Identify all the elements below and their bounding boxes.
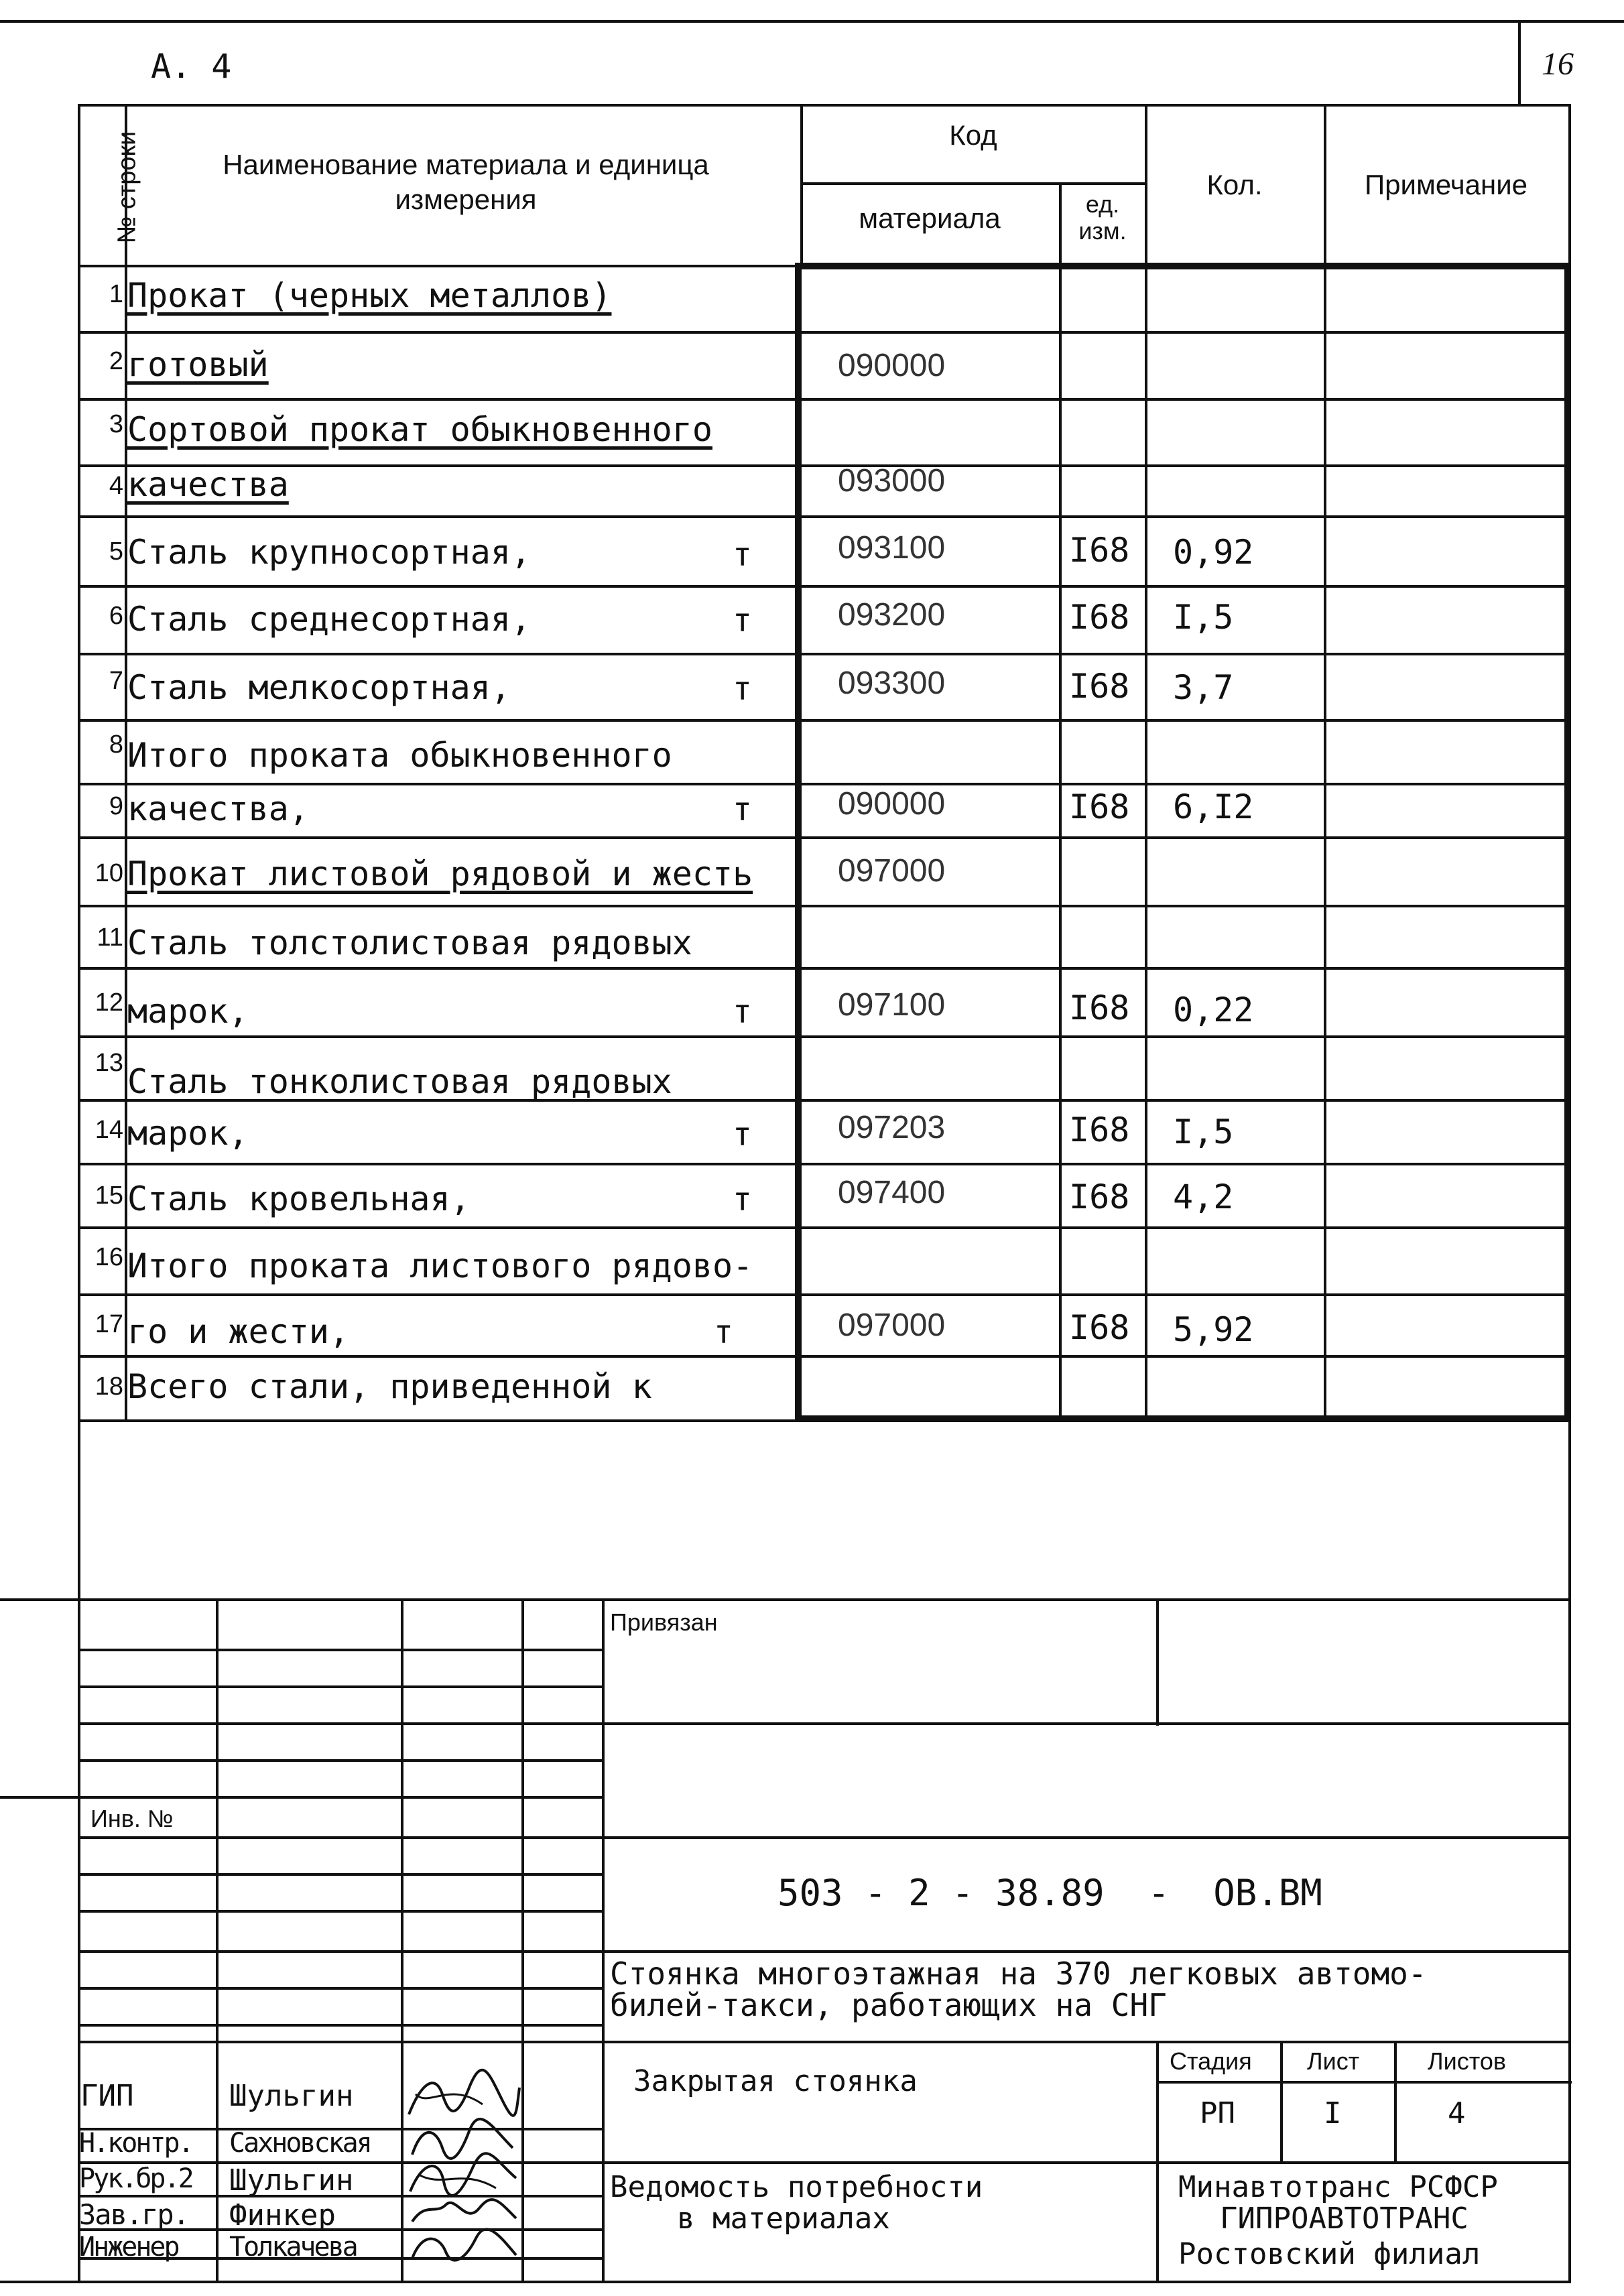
quantity: 0,22 <box>1173 991 1254 1029</box>
role-label: Инженер <box>79 2232 178 2262</box>
material-name: Всего стали, приведенной к <box>127 1367 652 1406</box>
inv-no-label: Инв. № <box>90 1805 174 1832</box>
row-number: 14 <box>95 1116 123 1144</box>
material-code: 093100 <box>838 530 946 566</box>
page-number: 16 <box>1542 46 1574 82</box>
unit: т <box>733 1116 752 1153</box>
header-qty: Кол. <box>1206 169 1263 200</box>
role-label: Рук.бр.2 <box>79 2163 192 2194</box>
frame-top <box>78 104 1571 107</box>
person-name: Толкачева <box>229 2232 357 2262</box>
row-number: 4 <box>109 472 123 500</box>
top-border-line <box>0 20 1624 23</box>
row-number: 10 <box>95 859 123 887</box>
document-title-line-2: в материалах <box>677 2202 890 2236</box>
material-name: Сталь толстолистовая рядовых <box>127 923 692 962</box>
row-number: 7 <box>109 667 123 695</box>
unit: т <box>733 670 752 708</box>
quantity: 0,92 <box>1173 533 1254 572</box>
row-number: 15 <box>95 1182 123 1210</box>
unit-code: I68 <box>1069 1110 1130 1149</box>
unit-code: I68 <box>1069 667 1130 706</box>
material-name: го и жести, <box>127 1312 350 1351</box>
material-name: Сортовой прокат обыкновенного <box>127 410 712 449</box>
row-number: 8 <box>109 730 123 759</box>
material-code: 097203 <box>838 1110 946 1145</box>
row-number: 5 <box>109 537 123 566</box>
row-number: 18 <box>95 1373 123 1401</box>
row-number: 9 <box>109 792 123 820</box>
material-code: 097400 <box>838 1175 946 1210</box>
quantity: 5,92 <box>1173 1310 1254 1349</box>
unit: т <box>733 993 752 1031</box>
header-code: Код <box>949 119 997 151</box>
data-frame-left <box>795 263 802 1422</box>
unit: т <box>714 1314 733 1351</box>
row-number: 17 <box>95 1310 123 1338</box>
document-title-line-1: Ведомость потребности <box>610 2170 983 2204</box>
quantity: 4,2 <box>1173 1177 1234 1216</box>
frame-bottom <box>0 2281 1571 2283</box>
project-title-line-1: Стоянка многоэтажная на 370 легковых автомо- <box>610 1956 1427 1992</box>
unit: т <box>733 536 752 574</box>
quantity: 6,I2 <box>1173 787 1254 826</box>
unit-code: I68 <box>1069 787 1130 826</box>
privyazan-label: Привязан <box>610 1608 718 1636</box>
header-row-no: № строки <box>113 131 141 244</box>
header-note: Примечание <box>1364 169 1528 200</box>
header-code-unit: ед. изм. <box>1078 190 1127 245</box>
material-code: 093300 <box>838 665 946 701</box>
data-frame-bottom <box>795 1415 1571 1422</box>
stage-value: РП <box>1200 2096 1235 2130</box>
project-title-line-2: билей-такси, работающих на СНГ <box>610 1987 1167 2023</box>
row-number: 13 <box>95 1049 123 1077</box>
quantity: 3,7 <box>1173 668 1234 707</box>
unit-code: I68 <box>1069 1308 1130 1347</box>
person-name: Сахновская <box>229 2128 371 2159</box>
material-name: качества <box>127 465 289 504</box>
row-number: 2 <box>109 347 123 375</box>
row-number: 11 <box>97 923 123 952</box>
page-number-divider <box>1518 20 1521 104</box>
sheets-value: 4 <box>1448 2096 1466 2130</box>
material-name: марок, <box>127 992 249 1031</box>
material-name: Сталь тонколистовая рядовых <box>127 1062 672 1101</box>
material-name: готовый <box>127 345 269 384</box>
unit-code: I68 <box>1069 988 1130 1027</box>
role-label: Зав.гр. <box>79 2198 189 2231</box>
frame-left <box>78 104 80 2282</box>
material-name: Сталь среднесортная, <box>127 600 532 639</box>
material-code: 097000 <box>838 853 946 889</box>
data-frame-right <box>1564 263 1571 1422</box>
unit: т <box>733 602 752 639</box>
document-code: 503 - 2 - 38.89 - ОВ.ВМ <box>777 1872 1322 1914</box>
material-name: Сталь крупносортная, <box>127 533 532 572</box>
material-name: Прокат листовой рядовой и жесть <box>127 854 753 893</box>
stage-label: Стадия <box>1170 2047 1252 2075</box>
unit: т <box>733 791 752 828</box>
sheets-label: Листов <box>1428 2047 1506 2075</box>
material-code: 093200 <box>838 597 946 633</box>
material-name: Итого проката листового рядово- <box>127 1247 753 1285</box>
quantity: I,5 <box>1173 1112 1234 1151</box>
material-name: Прокат (черных металлов) <box>127 276 612 315</box>
quantity: I,5 <box>1173 598 1234 637</box>
unit-code: I68 <box>1069 1177 1130 1216</box>
material-code: 097000 <box>838 1308 946 1343</box>
material-name: Сталь кровельная, <box>127 1179 471 1218</box>
material-code: 090000 <box>838 786 946 822</box>
role-label: Н.контр. <box>79 2128 192 2159</box>
organization-line-1: Минавтотранс РСФСР <box>1178 2170 1498 2204</box>
material-name: качества, <box>127 789 309 828</box>
unit-code: I68 <box>1069 531 1130 570</box>
material-name: Сталь мелкосортная, <box>127 668 511 707</box>
person-name: Шульгин <box>229 2163 354 2197</box>
material-code: 097100 <box>838 987 946 1023</box>
data-frame-top <box>795 263 1571 269</box>
material-code: 090000 <box>838 348 946 383</box>
unit-code: I68 <box>1069 598 1130 637</box>
sheet-label-header: Лист <box>1307 2047 1360 2075</box>
header-name: Наименование материала и единица измерения <box>223 149 709 215</box>
object-name: Закрытая стоянка <box>633 2064 918 2098</box>
organization-line-2: ГИПРОАВТОТРАНС <box>1220 2202 1469 2236</box>
material-name: Итого проката обыкновенного <box>127 736 672 775</box>
unit: т <box>733 1181 752 1218</box>
role-label: ГИП <box>80 2079 134 2113</box>
row-number: 12 <box>95 988 123 1017</box>
signature-icon <box>405 2222 519 2269</box>
person-name: Финкер <box>229 2198 336 2232</box>
material-name: марок, <box>127 1114 249 1153</box>
material-code: 093000 <box>838 463 946 499</box>
sheet-label: А. 4 <box>151 47 232 86</box>
row-number: 3 <box>109 410 123 438</box>
person-name: Шульгин <box>229 2079 354 2113</box>
organization-line-3: Ростовский филиал <box>1178 2237 1481 2271</box>
row-number: 6 <box>109 602 123 630</box>
header-code-material: материала <box>859 202 1001 234</box>
row-number: 1 <box>109 280 123 308</box>
row-number: 16 <box>95 1243 123 1271</box>
sheet-value: I <box>1324 2096 1342 2130</box>
